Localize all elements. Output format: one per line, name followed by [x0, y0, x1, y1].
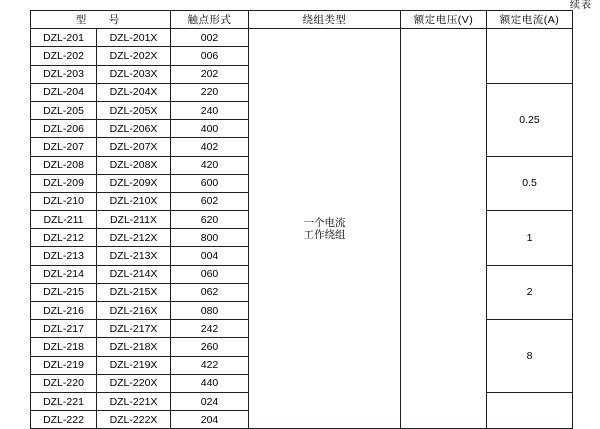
- cell-contact-form: 400: [171, 120, 249, 138]
- cell-rated-current: 1: [487, 211, 573, 266]
- column-header-rated-current: 额定电流(A): [487, 11, 573, 29]
- cell-model-x: DZL-212X: [97, 229, 171, 247]
- cell-model-x: DZL-210X: [97, 192, 171, 210]
- cell-contact-form: 062: [171, 283, 249, 301]
- cell-model: DZL-219: [31, 356, 97, 374]
- cell-contact-form: 220: [171, 83, 249, 101]
- cell-contact-form: 620: [171, 211, 249, 229]
- cell-model: DZL-205: [31, 101, 97, 119]
- cell-model-x: DZL-213X: [97, 247, 171, 265]
- cell-model-x: DZL-215X: [97, 283, 171, 301]
- continued-table-label: 续表: [570, 0, 592, 11]
- cell-model-x: DZL-208X: [97, 156, 171, 174]
- cell-model-x: DZL-205X: [97, 101, 171, 119]
- cell-contact-form: 602: [171, 192, 249, 210]
- cell-contact-form: 002: [171, 29, 249, 47]
- cell-winding-type: [249, 29, 401, 429]
- cell-model: DZL-203: [31, 65, 97, 83]
- cell-contact-form: 440: [171, 374, 249, 392]
- cell-contact-form: 060: [171, 265, 249, 283]
- cell-model-x: DZL-220X: [97, 374, 171, 392]
- cell-model-x: DZL-222X: [97, 411, 171, 429]
- cell-model-x: DZL-214X: [97, 265, 171, 283]
- cell-model-x: DZL-209X: [97, 174, 171, 192]
- cell-contact-form: 024: [171, 392, 249, 410]
- cell-model-x: DZL-216X: [97, 302, 171, 320]
- cell-model: DZL-211: [31, 211, 97, 229]
- cell-contact-form: 242: [171, 320, 249, 338]
- cell-model: DZL-216: [31, 302, 97, 320]
- winding-type-line: 一个电流: [303, 216, 346, 229]
- cell-rated-current: [487, 29, 573, 84]
- cell-model: DZL-202: [31, 47, 97, 65]
- column-header-winding-type: 绕组类型: [249, 11, 401, 29]
- cell-model: DZL-201: [31, 29, 97, 47]
- cell-model: DZL-210: [31, 192, 97, 210]
- cell-model: DZL-213: [31, 247, 97, 265]
- cell-model-x: DZL-206X: [97, 120, 171, 138]
- cell-model: DZL-204: [31, 83, 97, 101]
- cell-contact-form: 422: [171, 356, 249, 374]
- cell-model: DZL-207: [31, 138, 97, 156]
- cell-model-x: DZL-219X: [97, 356, 171, 374]
- specification-table: [30, 10, 573, 429]
- cell-model-x: DZL-207X: [97, 138, 171, 156]
- cell-model: DZL-215: [31, 283, 97, 301]
- cell-contact-form: 240: [171, 101, 249, 119]
- cell-model: DZL-218: [31, 338, 97, 356]
- cell-contact-form: 600: [171, 174, 249, 192]
- cell-contact-form: 202: [171, 65, 249, 83]
- cell-model-x: DZL-201X: [97, 29, 171, 47]
- cell-rated-current: 2: [487, 265, 573, 320]
- column-header-rated-voltage: 额定电压(V): [401, 11, 487, 29]
- cell-contact-form: 006: [171, 47, 249, 65]
- table-row: [31, 29, 573, 47]
- cell-model: DZL-214: [31, 265, 97, 283]
- cell-model: DZL-220: [31, 374, 97, 392]
- column-header-model: 型 号: [31, 11, 171, 29]
- cell-model: DZL-206: [31, 120, 97, 138]
- cell-model: DZL-222: [31, 411, 97, 429]
- cell-model: DZL-209: [31, 174, 97, 192]
- cell-model-x: DZL-202X: [97, 47, 171, 65]
- winding-type-line: 工作绕组: [303, 228, 346, 241]
- cell-model: DZL-208: [31, 156, 97, 174]
- cell-rated-voltage: [401, 29, 487, 429]
- cell-model-x: DZL-211X: [97, 211, 171, 229]
- cell-rated-current: 0.25: [487, 83, 573, 156]
- cell-rated-current: 8: [487, 320, 573, 393]
- cell-model: DZL-217: [31, 320, 97, 338]
- cell-model-x: DZL-203X: [97, 65, 171, 83]
- table-header: [31, 11, 573, 29]
- cell-model: DZL-221: [31, 392, 97, 410]
- cell-contact-form: 204: [171, 411, 249, 429]
- cell-contact-form: 080: [171, 302, 249, 320]
- column-header-contact-form: 触点形式: [171, 11, 249, 29]
- cell-contact-form: 260: [171, 338, 249, 356]
- cell-model-x: DZL-217X: [97, 320, 171, 338]
- cell-contact-form: 420: [171, 156, 249, 174]
- cell-model-x: DZL-204X: [97, 83, 171, 101]
- cell-rated-current: [487, 392, 573, 428]
- cell-contact-form: 004: [171, 247, 249, 265]
- cell-rated-current: 0.5: [487, 156, 573, 211]
- cell-model-x: DZL-218X: [97, 338, 171, 356]
- cell-model: DZL-212: [31, 229, 97, 247]
- cell-model-x: DZL-221X: [97, 392, 171, 410]
- table-header-row: [31, 11, 573, 29]
- table-body: [31, 29, 573, 429]
- cell-contact-form: 800: [171, 229, 249, 247]
- cell-contact-form: 402: [171, 138, 249, 156]
